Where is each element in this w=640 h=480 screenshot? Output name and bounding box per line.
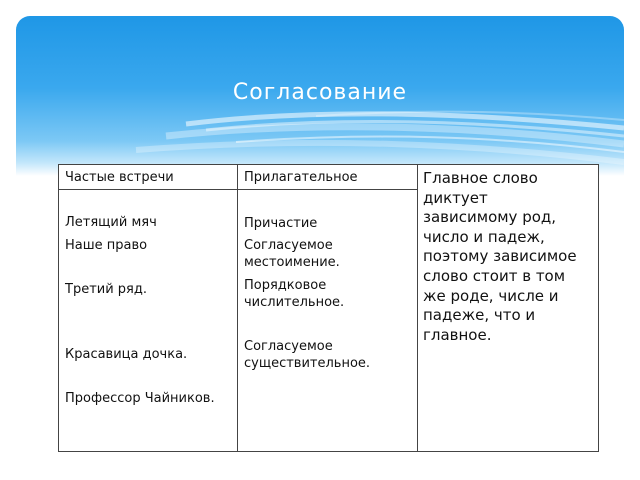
col1-item: Профессор Чайников. xyxy=(65,391,215,406)
col1-item: Красавица дочка. xyxy=(65,347,188,362)
slide-title: Согласование xyxy=(232,80,408,105)
col1-body-cell xyxy=(59,190,238,452)
col2-item: Согласуемое существительное. xyxy=(244,339,371,371)
col2-item: Порядковое числительное. xyxy=(244,278,345,310)
agreement-table xyxy=(58,164,599,452)
col2-item: Причастие xyxy=(244,216,318,231)
col1-header: Частые встречи xyxy=(65,170,174,185)
col3-rule-text: Главное слово диктует зависимому род, число и падеж, поэтому зависимое слово стоит в том же роде, числе и падеже, что и главное. xyxy=(423,169,577,344)
col2-header-cell xyxy=(238,165,418,190)
col2-body-cell xyxy=(238,190,418,452)
col1-header-cell xyxy=(59,165,238,190)
col1-item: Летящий мяч xyxy=(65,215,157,230)
col2-item: Согласуемое местоимение. xyxy=(244,238,340,270)
col1-item: Наше право xyxy=(65,238,148,253)
col1-item: Третий ряд. xyxy=(65,282,147,297)
col3-cell xyxy=(418,165,599,452)
col2-header: Прилагательное xyxy=(244,170,358,185)
